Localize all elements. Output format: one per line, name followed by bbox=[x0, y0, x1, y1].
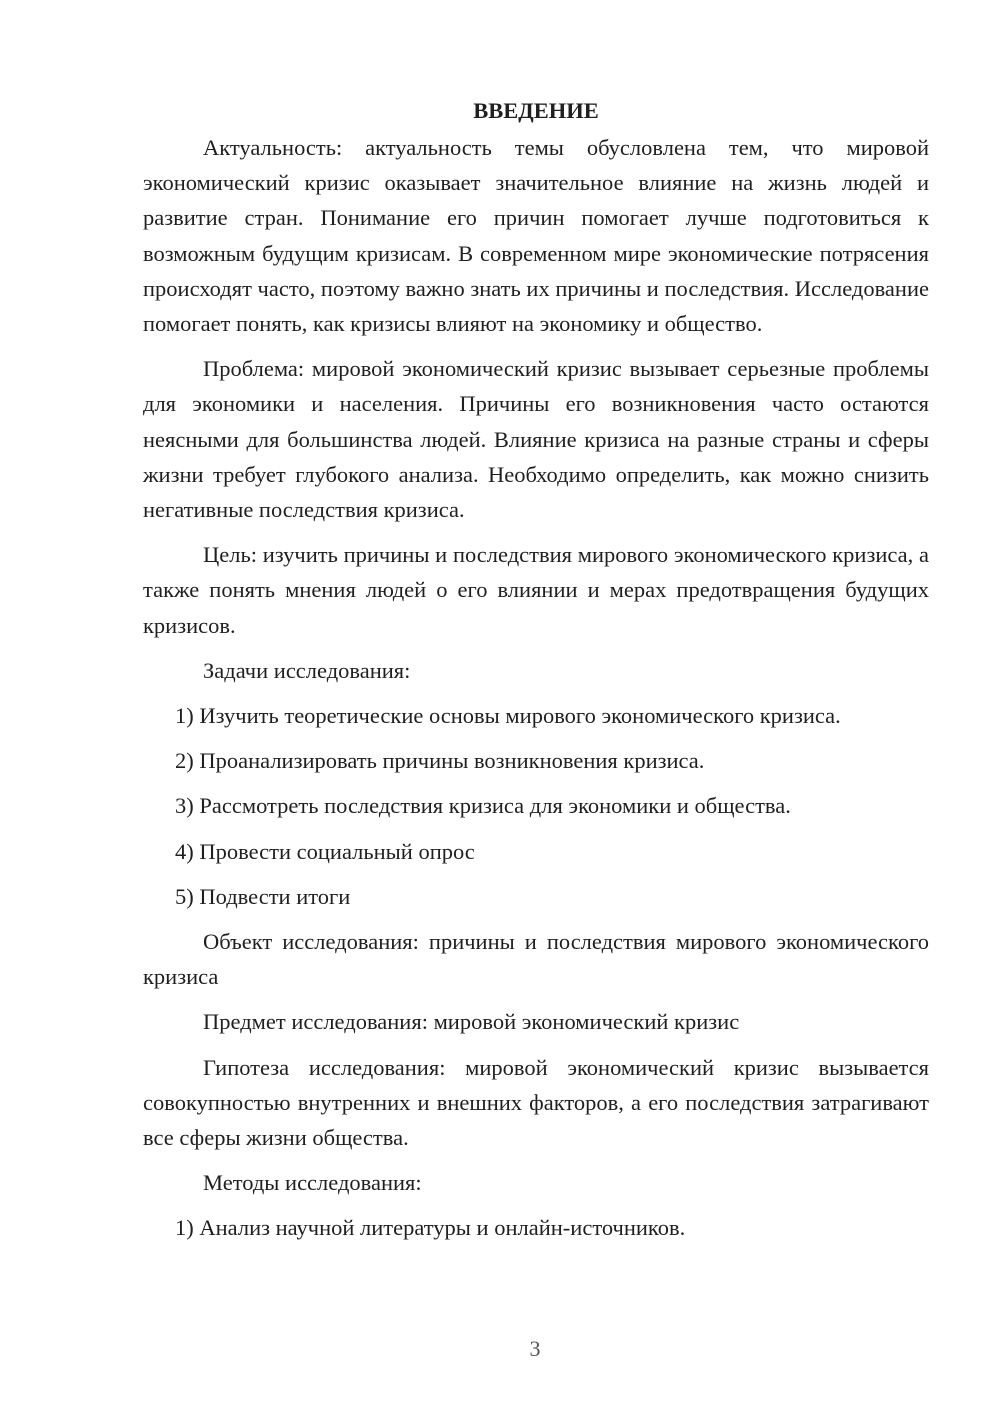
document-page bbox=[143, 96, 929, 1256]
tasks-heading: Задачи исследования: bbox=[203, 657, 411, 683]
page-number: 3 bbox=[529, 1336, 541, 1361]
method-item: 1) Анализ научной литературы и онлайн-источников. bbox=[175, 1215, 686, 1241]
task-item: 2) Проанализировать причины возникновения кризиса. bbox=[175, 748, 705, 774]
section-heading: ВВЕДЕНИЕ bbox=[473, 98, 599, 123]
task-item: 1) Изучить теоретические основы мирового экономического кризиса. bbox=[175, 703, 841, 729]
paragraph-problem: Проблема: мировой экономический кризис вызывает серьезные проблемы для экономики и населения. Причины его возникновения часто остаются неясными для большинства людей. Влияние кризиса на разные страны и сферы жизни требует глубокого анализа. Необходимо определить, как можно снизить негативные последствия кризиса. bbox=[143, 356, 929, 523]
paragraph-relevance: Актуальность: актуальность темы обусловлена тем, что мировой экономический кризис оказывает значительное влияние на жизнь людей и развитие стран. Понимание его причин помогает лучше подготовиться к возможным будущим кризисам. В современном мире экономические потрясения происходят часто, поэтому важно знать их причины и последствия. Исследование помогает понять, как кризисы влияют на экономику и общество. bbox=[143, 135, 929, 337]
paragraph-object: Объект исследования: причины и последствия мирового экономического кризиса bbox=[143, 929, 929, 990]
paragraph-hypothesis: Гипотеза исследования: мировой экономический кризис вызывается совокупностью внутренних и внешних факторов, а его последствия затрагивают все сферы жизни общества. bbox=[143, 1054, 929, 1151]
paragraph-goal: Цель: изучить причины и последствия мирового экономического кризиса, а также понять мнения людей о его влиянии и мерах предотвращения будущих кризисов. bbox=[143, 542, 929, 638]
methods-heading: Методы исследования: bbox=[203, 1170, 422, 1196]
task-item: 4) Провести социальный опрос bbox=[175, 838, 475, 864]
task-item: 3) Рассмотреть последствия кризиса для экономики и общества. bbox=[175, 793, 791, 819]
paragraph-subject: Предмет исследования: мировой экономический кризис bbox=[203, 1009, 740, 1035]
task-item: 5) Подвести итоги bbox=[175, 883, 351, 909]
